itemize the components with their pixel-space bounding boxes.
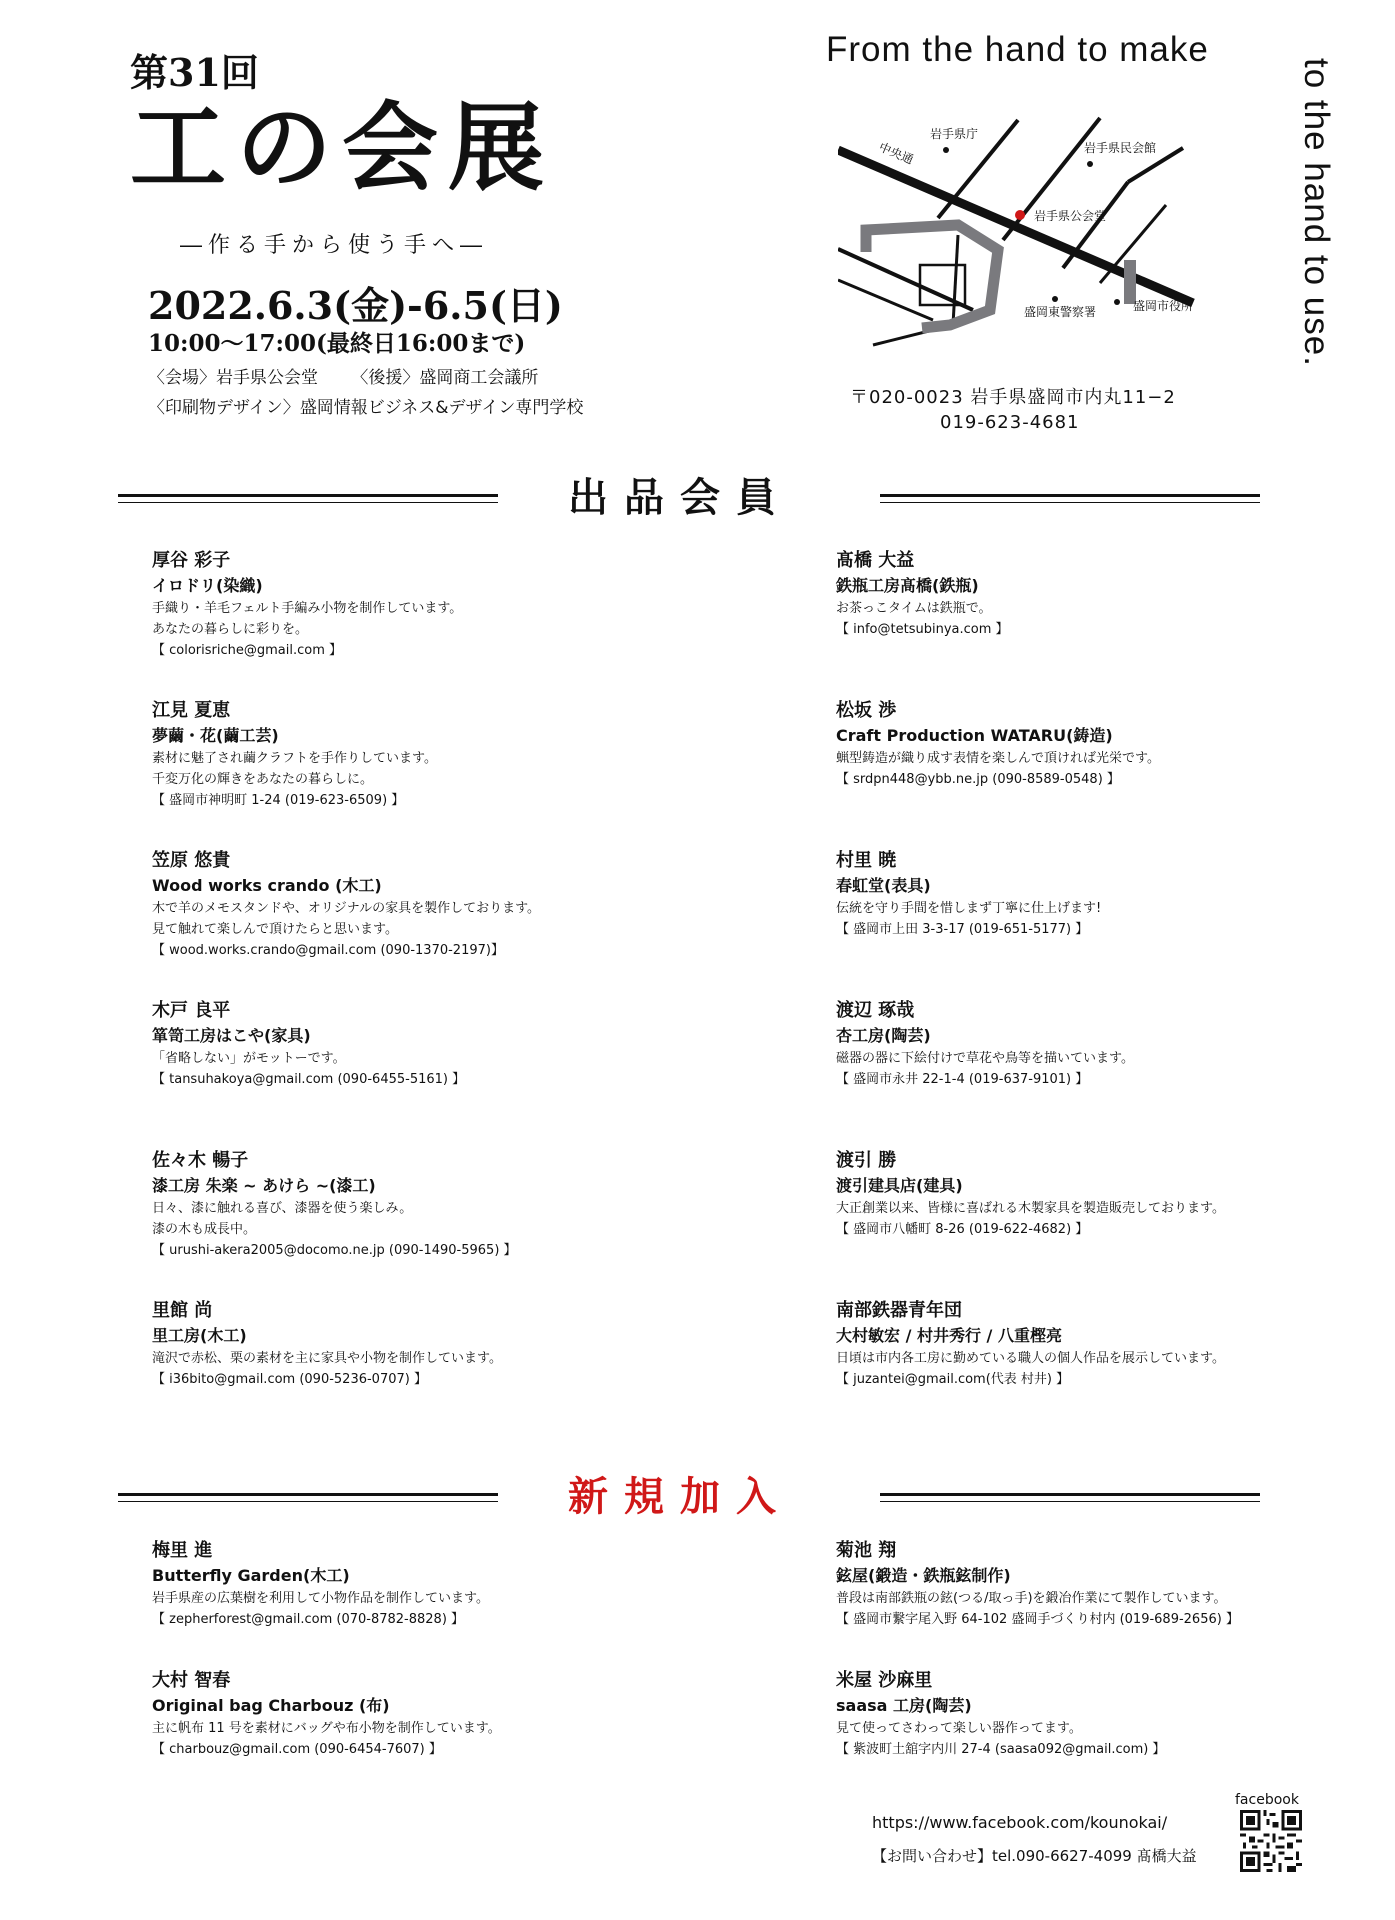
member-studio: Butterfly Garden(木工) [152,1566,350,1585]
facebook-label: facebook [1235,1792,1299,1808]
pin-label-city-hall: 盛岡市役所 [1133,299,1194,313]
pin-prefectural-office [943,147,949,153]
member-description: 滝沢で赤松、栗の素材を主に家具や小物を制作しています。 [152,1351,502,1366]
pin-label-police-station: 盛岡東警察署 [1024,305,1097,319]
member-name: 梅里 進 [152,1540,213,1561]
member-entry [152,548,712,662]
member-description: 岩手県産の広葉樹を利用して小物作品を制作しています。 [152,1591,489,1606]
member-description: 千変万化の輝きをあなたの暮らしに。 [152,772,374,787]
member-contact: 【 紫波町土舘字内川 27-4 (saasa092@gmail.com) 】 [836,1742,1166,1757]
qr-code-icon[interactable] [1240,1810,1302,1872]
new-members-section-title: 新規加入 [568,1473,792,1520]
pin-city-hall [1114,299,1120,305]
member-entry [152,1298,712,1391]
member-contact: 【 tansuhakoya@gmail.com (090-6455-5161) 】 [152,1072,466,1087]
member-entry [152,1148,712,1262]
member-entry [836,548,1395,641]
member-description: あなたの暮らしに彩りを。 [152,622,309,637]
new-member-entry [152,1668,712,1761]
venue-map [838,110,1198,365]
new-member-entry [152,1538,712,1631]
pin-label-cultural-hall: 岩手県民会館 [1084,141,1157,155]
member-entry [152,848,712,962]
member-description: 日々、漆に触れる喜び、漆器を使う楽しみ。 [152,1201,413,1216]
pin-cultural-hall [1087,161,1093,167]
member-contact: 【 juzantei@gmail.com(代表 村井) 】 [836,1372,1070,1387]
section-rule-left [118,1493,498,1502]
member-entry [152,698,712,812]
member-studio: 鉄瓶工房髙橋(鉄瓶) [836,576,979,595]
tagline-vertical: to the hand to use. [1297,58,1336,367]
member-contact: 【 info@tetsubinya.com 】 [836,622,1009,637]
member-name: 木戸 良平 [152,1000,231,1021]
design-name: 盛岡情報ビジネス&デザイン専門学校 [299,398,584,418]
venue-name: 岩手県公会堂 [216,368,318,388]
member-entry [152,998,712,1091]
member-name: 笠原 悠貴 [152,850,231,871]
member-description: 「省略しない」がモットーです。 [152,1051,346,1066]
member-description: 蝋型鋳造が織り成す表情を楽しんで頂ければ光栄です。 [836,751,1160,766]
member-studio: 鉉屋(鍛造・鉄瓶鉉制作) [836,1566,1011,1585]
member-entry [836,698,1395,791]
member-studio: 里工房(木工) [152,1326,247,1345]
member-contact: 【 urushi-akera2005@docomo.ne.jp (090-1490-5965) 】 [152,1243,517,1258]
member-studio: 箪笥工房はこや(家具) [152,1026,311,1045]
member-contact: 【 盛岡市八幡町 8-26 (019-622-4682) 】 [836,1222,1089,1237]
member-name: 髙橋 大益 [836,550,915,571]
pin-police-station [1052,296,1058,302]
new-member-entry [836,1668,1395,1761]
member-name: 江見 夏恵 [152,700,231,721]
member-name: 佐々木 暢子 [152,1150,249,1171]
venue-address: 〒020-0023 岩手県盛岡市内丸11−2 [850,387,1176,408]
edition-label: 第31回 [130,50,259,95]
exhibition-subtitle: ―作る手から使う手へ― [180,233,489,258]
new-member-entry [836,1538,1395,1631]
member-contact: 【 盛岡市神明町 1-24 (019-623-6509) 】 [152,793,405,808]
member-studio: 杏工房(陶芸) [836,1026,931,1045]
member-contact: 【 colorisriche@gmail.com 】 [152,643,343,658]
support-label: 〈後援〉 [351,368,420,388]
member-name: 渡辺 琢哉 [836,1000,915,1021]
member-studio: saasa 工房(陶芸) [836,1696,972,1715]
member-contact: 【 srdpn448@ybb.ne.jp (090-8589-0548) 】 [836,772,1120,787]
member-description: 日頃は市内各工房に勤めている職人の個人作品を展示しています。 [836,1351,1225,1366]
member-studio: イロドリ(染織) [152,576,263,595]
member-name: 南部鉄器青年団 [836,1300,962,1321]
member-description: 磁器の器に下絵付けで草花や鳥等を描いています。 [836,1051,1134,1066]
member-studio: 夢繭・花(繭工芸) [152,726,279,745]
facebook-url[interactable]: https://www.facebook.com/kounokai/ [872,1813,1168,1832]
member-contact: 【 盛岡市永井 22-1-4 (019-637-9101) 】 [836,1072,1089,1087]
castle-block [920,265,965,305]
member-contact: 【 盛岡市上田 3-3-17 (019-651-5177) 】 [836,922,1089,937]
member-contact: 【 盛岡市繋字尾入野 64-102 盛岡手づくり村内 (019-689-2656) 】 [836,1612,1239,1627]
member-description: 木で羊のメモスタンドや、オリジナルの家具を製作しております。 [152,901,541,916]
member-contact: 【 i36bito@gmail.com (090-5236-0707) 】 [152,1372,427,1387]
member-name: 渡引 勝 [836,1150,897,1171]
pin-public-hall [1015,210,1025,220]
member-description: 伝統を守り手間を惜しまず丁寧に仕上げます! [836,901,1102,916]
member-studio: 渡引建具店(建具) [836,1176,963,1195]
member-name: 菊池 翔 [836,1540,897,1561]
exhibition-hours: 10:00〜17:00(最終日16:00まで) [148,330,526,357]
design-label: 〈印刷物デザイン〉 [148,398,300,418]
member-description: 素材に魅了され繭クラフトを手作りしています。 [152,751,437,766]
member-entry [836,848,1395,941]
member-description: 見て触れて楽しんで頂けたらと思います。 [152,922,398,937]
member-description: 大正創業以来、皆様に喜ばれる木製家具を製造販売しております。 [836,1201,1225,1216]
member-description: 手織り・羊毛フェルト手編み小物を制作しています。 [152,601,463,616]
member-contact: 【 wood.works.crando@gmail.com (090-1370-2197)】 [152,943,504,958]
pin-label-public-hall: 岩手県公会堂 [1034,209,1107,223]
contact-info: 【お問い合わせ】tel.090-6627-4099 髙橋大益 [872,1847,1197,1865]
members-section-title: 出品会員 [568,474,792,521]
member-studio: Craft Production WATARU(鋳造) [836,726,1113,745]
member-studio: 春虹堂(表具) [836,876,931,895]
exhibition-dates: 2022.6.3(金)‐6.5(日) [148,283,563,328]
member-name: 米屋 沙麻里 [836,1670,933,1691]
river-mark [1124,260,1136,304]
support-name: 盛岡商工会議所 [419,368,539,388]
member-studio: Wood works crando (木工) [152,876,382,895]
member-description: 普段は南部鉄瓶の鉉(つる/取っ手)を鍛冶作業にて製作しています。 [836,1591,1227,1606]
member-entry [836,1298,1395,1391]
section-rule-left [118,494,498,503]
member-studio: 大村敏宏 / 村井秀行 / 八重樫亮 [836,1326,1062,1345]
member-entry [836,1148,1395,1241]
member-entry [836,998,1395,1091]
road-label: 中央通 [876,139,916,167]
member-name: 大村 智春 [152,1670,231,1691]
section-rule-right [880,1493,1260,1502]
member-studio: 漆工房 朱楽 ~ あけら ~(漆工) [152,1176,376,1195]
member-description: 漆の木も成長中。 [152,1222,257,1237]
member-contact: 【 charbouz@gmail.com (090-6454-7607) 】 [152,1742,442,1757]
venue-line [148,363,538,388]
member-description: お茶っこタイムは鉄瓶で。 [836,601,992,616]
member-name: 村里 暁 [836,850,897,871]
member-name: 里館 尚 [152,1300,213,1321]
member-description: 見て使ってさわって楽しい器作ってます。 [836,1721,1082,1736]
exhibition-title: 工の会展 [130,91,554,204]
section-rule-right [880,494,1260,503]
venue-phone: 019-623-4681 [940,412,1080,433]
member-studio: Original bag Charbouz (布) [152,1696,390,1715]
member-name: 松坂 渉 [836,700,897,721]
member-contact: 【 zepherforest@gmail.com (070-8782-8828) 】 [152,1612,465,1627]
castle-moat [866,225,998,328]
member-name: 厚谷 彩子 [152,550,231,571]
venue-label: 〈会場〉 [148,368,216,388]
design-line [148,393,583,418]
member-description: 主に帆布 11 号を素材にバッグや布小物を制作しています。 [152,1721,501,1736]
tagline-horizontal: From the hand to make [826,30,1209,69]
pin-label-prefectural-office: 岩手県庁 [930,127,979,141]
